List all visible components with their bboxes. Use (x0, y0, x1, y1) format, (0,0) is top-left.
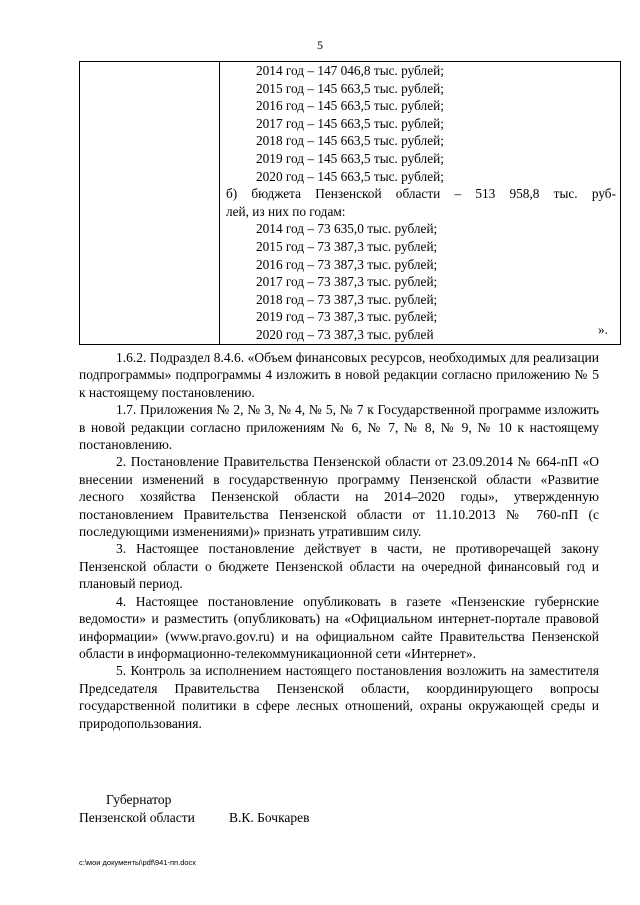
paragraph-1-6-2: 1.6.2. Подраздел 8.4.6. «Объем финансовых ресурсов, необходимых для реализации подпрограммы» подпрограммы 4 изложить в новой редакции согласно приложению № 5 к настоящему постановлению. (79, 350, 599, 400)
item-b-heading-cont: лей, из них по годам: (226, 203, 346, 219)
signature-name: В.К. Бочкарев (229, 810, 310, 825)
paragraph-3: 3. Настоящее постановление действует в части, не противоречащей закону Пензенской области о бюджете Пензенской области на очередной финансовый год и плановый период. (79, 541, 599, 592)
paragraph-5: 5. Контроль за исполнением настоящего постановления возложить на заместителя Председателя Правительства Пензенской области, координирующего вопросы государственной политики в сфере лесных отношений, охраны окружающей среды и природопользования. (79, 663, 599, 731)
page-number: 5 (317, 38, 323, 52)
table-line-b: 2015 год – 73 387,3 тыс. рублей; (256, 238, 438, 254)
table-line-a: 2017 год – 145 663,5 тыс. рублей; (256, 115, 444, 131)
table-right-cell (220, 62, 621, 345)
signature-title: Губернатор (106, 792, 172, 807)
signature-block (79, 791, 310, 827)
item-b-heading: б) бюджета Пензенской области – 513 958,8 тыс. руб- (226, 186, 616, 202)
table-line-b: 2019 год – 73 387,3 тыс. рублей; (256, 309, 438, 325)
signature-region: Пензенской области (79, 810, 195, 825)
footer-file-path: c:\мои документы\pdf\941-пп.docx (79, 858, 197, 867)
signature-line (79, 809, 310, 827)
financing-table (79, 61, 621, 345)
table-line-a: 2018 год – 145 663,5 тыс. рублей; (256, 133, 444, 149)
table-line-a: 2016 год – 145 663,5 тыс. рублей; (256, 98, 444, 114)
table-line-a: 2014 год – 147 046,8 тыс. рублей; (256, 63, 444, 78)
paragraph-1-7: 1.7. Приложения № 2, № 3, № 4, № 5, № 7 к Государственной программе изложить в новой редакции согласно приложениям № 6, № 7, № 8, № 9, № 10 к настоящему постановлению. (79, 402, 599, 453)
table-left-cell (80, 62, 220, 345)
document-body (79, 349, 599, 732)
table-line-b: 2020 год – 73 387,3 тыс. рублей (256, 326, 434, 342)
paragraph-2: 2. Постановление Правительства Пензенской области от 23.09.2014 № 664-пП «О внесении изменений в государственную программу Пензенской области «Развитие лесного хозяйства Пензенской области на 2014–2020 годы», утвержденную постановлением Правительства Пензенской области от 11.10.2013 № 760-пП (с последующими изменениями)» признать утратившим силу. (79, 454, 599, 540)
table-line-b: 2016 год – 73 387,3 тыс. рублей; (256, 256, 438, 272)
table-line-b: 2017 год – 73 387,3 тыс. рублей; (256, 274, 438, 290)
closing-quote: ». (598, 322, 608, 337)
table-line-b: 2018 год – 73 387,3 тыс. рублей; (256, 291, 438, 307)
table-line-a: 2015 год – 145 663,5 тыс. рублей; (256, 80, 444, 96)
table-line-a: 2020 год – 145 663,5 тыс. рублей; (256, 168, 444, 184)
paragraph-4: 4. Настоящее постановление опубликовать в газете «Пензенские губернские ведомости» и разместить (опубликовать) на «Официальном интернет-портале правовой информации» (www.pravo.gov.ru) и на официальном сайте Правительства Пензенской области в информационно-телекоммуникационной сети «Интернет». (79, 593, 599, 661)
table-line-b: 2014 год – 73 635,0 тыс. рублей; (256, 221, 438, 237)
table-line-a: 2019 год – 145 663,5 тыс. рублей; (256, 150, 444, 166)
